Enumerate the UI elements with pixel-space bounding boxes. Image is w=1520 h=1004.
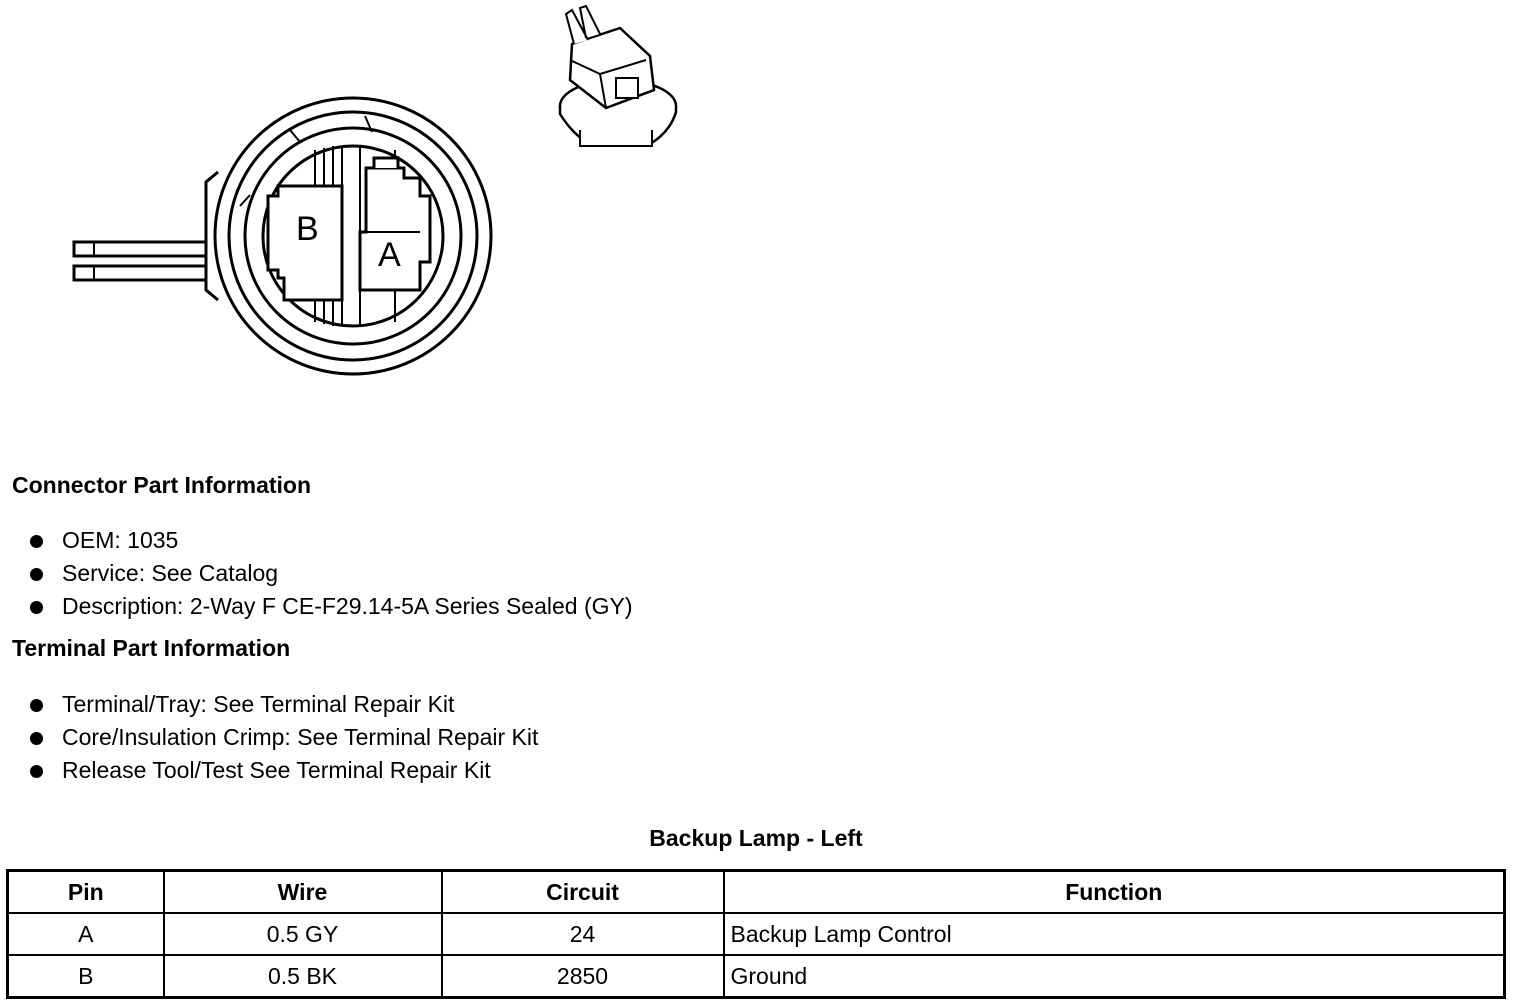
- bullet-icon: [30, 535, 43, 548]
- pin-table: [6, 869, 1506, 999]
- header-circuit: Circuit: [442, 871, 724, 914]
- cell-wire: 0.5 BK: [164, 955, 442, 998]
- bullet-icon: [30, 568, 43, 581]
- list-item: Description: 2-Way F CE-F29.14-5A Series Sealed (GY): [28, 590, 633, 623]
- cell-function: Backup Lamp Control: [724, 913, 1505, 955]
- cell-pin: A: [8, 913, 164, 955]
- list-item: Terminal/Tray: See Terminal Repair Kit: [28, 688, 538, 721]
- list-item: Service: See Catalog: [28, 557, 633, 590]
- connector-isometric-view: [560, 6, 676, 146]
- cell-circuit: 2850: [442, 955, 724, 998]
- cell-pin: B: [8, 955, 164, 998]
- connector-diagram: [0, 0, 760, 420]
- table-caption: Backup Lamp - Left: [649, 825, 863, 851]
- wire-leads: [74, 242, 214, 280]
- bullet-icon: [30, 699, 43, 712]
- table-row: [8, 913, 1505, 955]
- connector-info-title: Connector Part Information: [12, 472, 312, 498]
- header-pin: Pin: [8, 871, 164, 914]
- terminal-info-list: [28, 688, 538, 787]
- header-wire: Wire: [164, 871, 442, 914]
- bullet-icon: [30, 732, 43, 745]
- bullet-icon: [30, 601, 43, 614]
- list-item: OEM: 1035: [28, 524, 633, 557]
- cell-wire: 0.5 GY: [164, 913, 442, 955]
- cavity-a-label: A: [378, 236, 401, 274]
- list-item: Core/Insulation Crimp: See Terminal Repair Kit: [28, 721, 538, 754]
- table-row: [8, 955, 1505, 998]
- header-function: Function: [724, 871, 1505, 914]
- cell-circuit: 24: [442, 913, 724, 955]
- bullet-icon: [30, 765, 43, 778]
- cavity-b-label: B: [296, 210, 319, 248]
- terminal-info-title: Terminal Part Information: [12, 635, 291, 661]
- table-header-row: [8, 871, 1505, 914]
- list-item: Release Tool/Test See Terminal Repair Kit: [28, 754, 538, 787]
- connector-info-list: [28, 524, 633, 623]
- cell-function: Ground: [724, 955, 1505, 998]
